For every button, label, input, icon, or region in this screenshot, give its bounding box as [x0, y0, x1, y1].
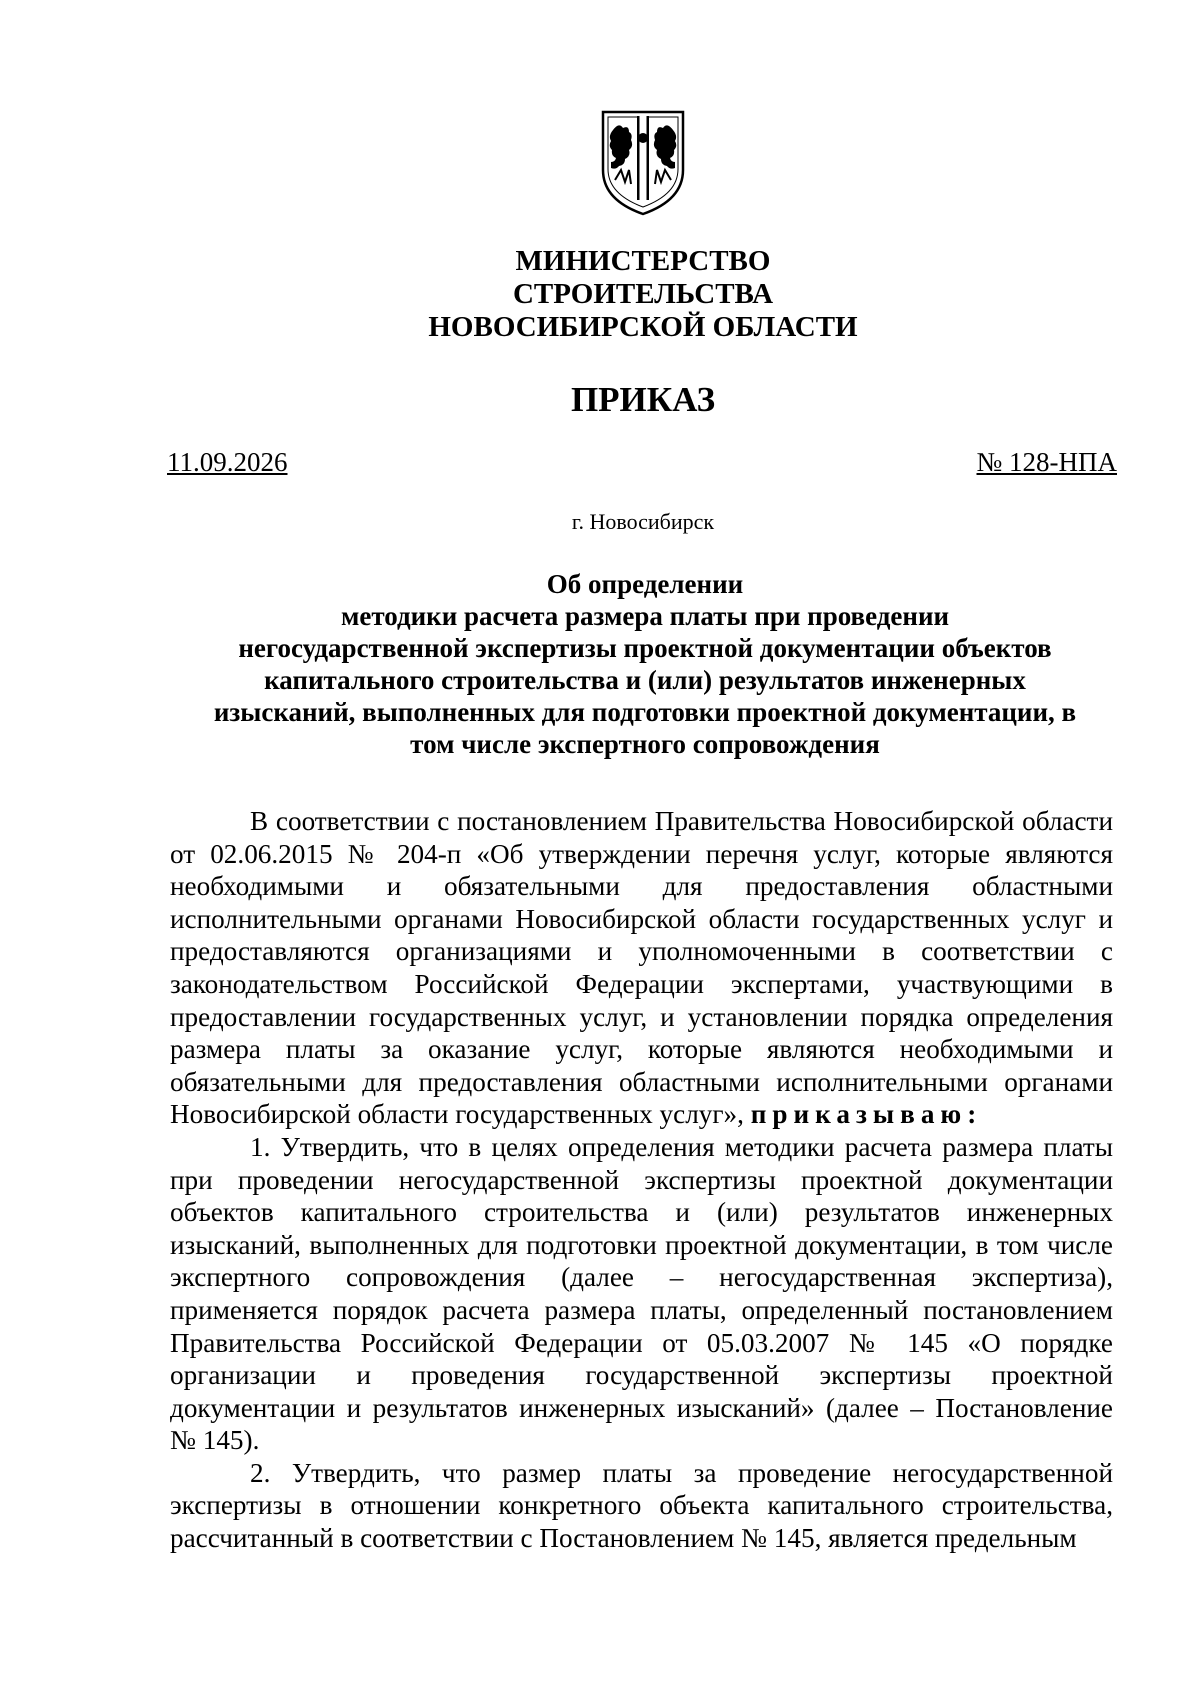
- subject-line-2: методики расчета размера платы при проведении: [340, 601, 950, 631]
- document-type: ПРИКАЗ: [570, 380, 716, 419]
- preamble-paragraph: [170, 805, 1113, 1131]
- preamble-text: В соответствии с постановлением Правительства Новосибирской области от 02.06.2015 № 204-п «Об утверждении перечня услуг, которые являются необходимыми и обязательными для предоставления областными исполнительными органами Новосибирской области государственных услуг и предоставляются организациями и уполномоченными в соответствии с законодательством Российской Федерации экспертами, участвующими в предоставлении государственных услуг, и установлении порядка определения размера платы за оказание услуг, которые являются необходимыми и обязательными для предоставления областными исполнительными органами Новосибирской области государственных услуг»,: [170, 806, 1113, 1130]
- subject-line-5: изысканий, выполненных для подготовки проектной документации, в: [213, 697, 1077, 727]
- city-name: г. Новосибирск: [571, 509, 715, 534]
- coat-of-arms-icon: [599, 108, 687, 218]
- document-body: [170, 805, 1113, 1555]
- ministry-line-2: СТРОИТЕЛЬСТВА: [512, 278, 774, 310]
- document-subject: [175, 568, 1115, 760]
- subject-line-3: негосударственной экспертизы проектной документации объектов: [238, 633, 1052, 663]
- item-2-paragraph: 2. Утвердить, что размер платы за проведение негосударственной экспертизы в отношении конкретного объекта капитального строительства, рассчитанный в соответствии с Постановлением № 145, является предельным: [170, 1457, 1113, 1554]
- ministry-name: [0, 245, 1200, 344]
- subject-line-4: капитального строительства и (или) результатов инженерных: [264, 665, 1026, 695]
- subject-line-1: Об определении: [546, 569, 744, 599]
- order-word: приказываю:: [750, 1099, 983, 1130]
- document-number: № 128-НПА: [976, 447, 1117, 477]
- document-date: 11.09.2026: [167, 447, 288, 477]
- item-1-paragraph: 1. Утвердить, что в целях определения методики расчета размера платы при проведении негосударственной экспертизы проектной документации объектов капитального строительства и (или) результатов инженерных изысканий, выполненных для подготовки проектной документации, в том числе экспертного сопровождения (далее – негосударственная экспертиза), применяется порядок расчета размера платы, определенный постановлением Правительства Российской Федерации от 05.03.2007 № 145 «О порядке организации и проведения государственной экспертизы проектной документации и результатов инженерных изысканий» (далее – Постановление № 145).: [170, 1131, 1113, 1456]
- ministry-line-3: НОВОСИБИРСКОЙ ОБЛАСТИ: [428, 311, 858, 343]
- ministry-line-1: МИНИСТЕРСТВО: [515, 245, 771, 277]
- subject-line-6: том числе экспертного сопровождения: [410, 729, 880, 759]
